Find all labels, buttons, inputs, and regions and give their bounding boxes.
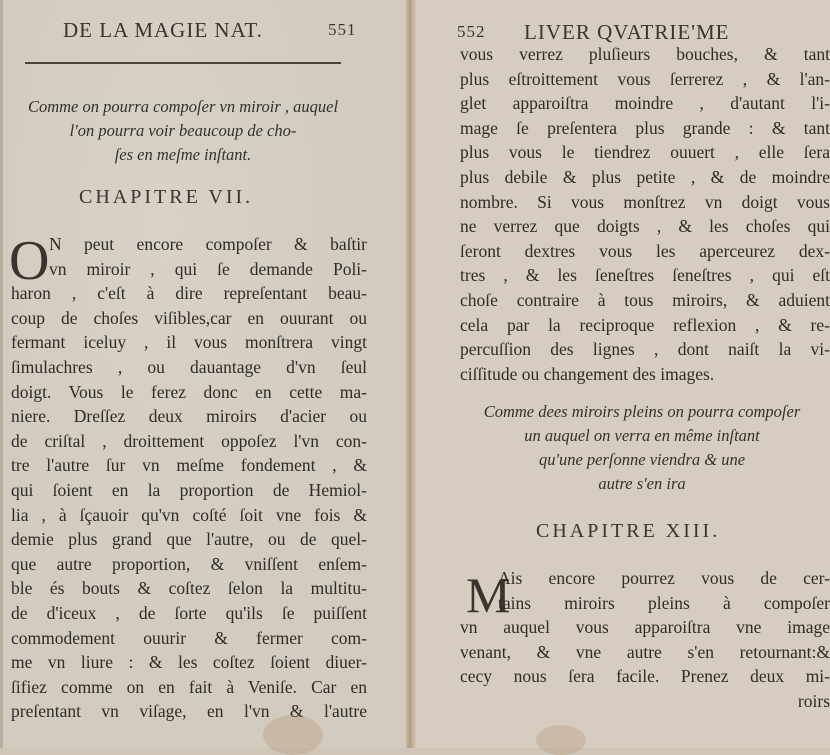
body-text	[460, 566, 830, 714]
chapter-summary	[3, 95, 363, 167]
header-rule	[25, 62, 341, 64]
text-line: de d'iceux , de ſorte qu'ils ſe puiſſent	[11, 602, 367, 623]
text-line: vn miroir , qui ſe demande Poli-	[49, 258, 367, 279]
text-line: coup de choſes viſibles,car en ouurant ou	[11, 307, 367, 328]
summary-line: qu'une perſonne viendra & une	[538, 450, 746, 469]
left-page	[0, 0, 406, 748]
chapter-heading: CHAPITRE VII.	[79, 186, 254, 208]
body-text	[11, 232, 367, 724]
text-line: doigt. Vous le ferez donc en cette ma-	[11, 381, 367, 402]
text-line: glet apparoiſtra moindre , d'autant l'i-	[460, 93, 830, 114]
text-line: lia , à ſçauoir qu'vn coſté ſoit vne fois &	[11, 504, 367, 525]
text-line: cecy nous ſera facile. Prenez deux mi-	[460, 666, 830, 687]
text-line: tres , & les ſeneſtres ſeneſtres , qui eſt	[460, 265, 830, 286]
summary-line: Comme dees miroirs pleins on pourra compoſer	[483, 402, 801, 421]
text-line: vous verrez pluſieurs bouches, & tant	[460, 44, 830, 64]
text-line: demie plus grand que l'autre, ou de quel-	[11, 529, 367, 550]
right-page	[416, 0, 830, 748]
text-line: N peut encore compoſer & baſtir	[49, 234, 367, 254]
text-line: commodement ouurir & fermer com-	[11, 627, 367, 648]
text-line: ble és bouts & coſtez ſelon la multitu-	[11, 578, 367, 599]
text-line: haron , c'eſt à dire repreſentant beau-	[11, 283, 367, 304]
drop-cap: M	[466, 567, 511, 623]
summary-line: autre s'en ira	[598, 474, 686, 493]
drop-cap: O	[9, 230, 50, 292]
text-line: ſimulachres , ou dauantage d'vn ſeul	[11, 356, 367, 377]
paper-stain	[263, 715, 323, 755]
text-line: fermant iceluy , il vous monſtrera vingt	[11, 332, 367, 353]
text-line: que autre proportion, & vniſſent enſem-	[11, 553, 367, 574]
text-line: cela par la reciproque reflexion , & re-	[460, 314, 830, 335]
summary-line: l'on pourra voir beaucoup de cho-	[69, 121, 297, 140]
text-line: ſifiez comme on en fait à Veniſe. Car en	[11, 676, 367, 697]
text-line: ſeront dextres vous les aperceurez dex-	[460, 240, 830, 261]
text-line: mage ſe preſentera plus grande : & tant	[460, 117, 830, 138]
summary-line: ſes en meſme inſtant.	[114, 145, 252, 164]
chapter-summary	[456, 400, 828, 496]
text-line: choſe contraire à tous miroirs, & aduient	[460, 289, 830, 310]
book-gutter	[406, 0, 416, 748]
text-line: niere. Dreſſez deux miroirs d'acier ou	[11, 406, 367, 427]
catchword: roirs	[797, 690, 830, 711]
page-number: 551	[328, 20, 357, 39]
paper-stain	[536, 725, 586, 755]
text-line: vn auquel vous apparoiſtra vne image	[460, 617, 830, 638]
text-line: tains miroirs pleins à compoſer	[498, 592, 830, 613]
text-line: venant, & vne autre s'en retournant:&	[460, 641, 830, 662]
text-line: nombre. Si vous monſtrez vn doigt vous	[460, 191, 830, 212]
page-number: 552	[457, 22, 486, 41]
text-line: ciſſitude ou changement des images.	[460, 363, 715, 384]
body-text	[460, 42, 830, 386]
summary-line: Comme on pourra compoſer vn miroir , auquel	[27, 97, 339, 116]
text-line: ne verrez que doigts , & les choſes qui	[460, 216, 830, 237]
text-line: percuſſion des lignes , dont naiſt la vi-	[460, 339, 830, 360]
summary-line: un auquel on verra en même inſtant	[524, 426, 760, 445]
text-line: preſentant vn viſage, en l'vn & l'autre	[11, 701, 367, 722]
text-line: plus eſtroittement vous ſerrerez , & l'an-	[460, 68, 830, 89]
text-line: plus debile & plus petite , & de moindre	[460, 166, 830, 187]
chapter-heading: CHAPITRE XIII.	[536, 520, 721, 542]
text-line: tre l'autre ſur vn meſme fondement , &	[11, 455, 367, 476]
running-head: DE LA MAGIE NAT.	[63, 18, 263, 42]
text-line: Ais encore pourrez vous de cer-	[498, 568, 830, 588]
text-line: de criſtal , droittement oppoſez l'vn con-	[11, 430, 367, 451]
running-head: LIVER QVATRIE'ME	[524, 20, 730, 44]
text-line: qui ſoient en la proportion de Hemiol-	[11, 479, 367, 500]
text-line: me vn liure : & les coſtez ſoient diuer-	[11, 652, 367, 673]
text-line: plus vous le tiendrez ouuert , elle ſera	[460, 142, 830, 163]
